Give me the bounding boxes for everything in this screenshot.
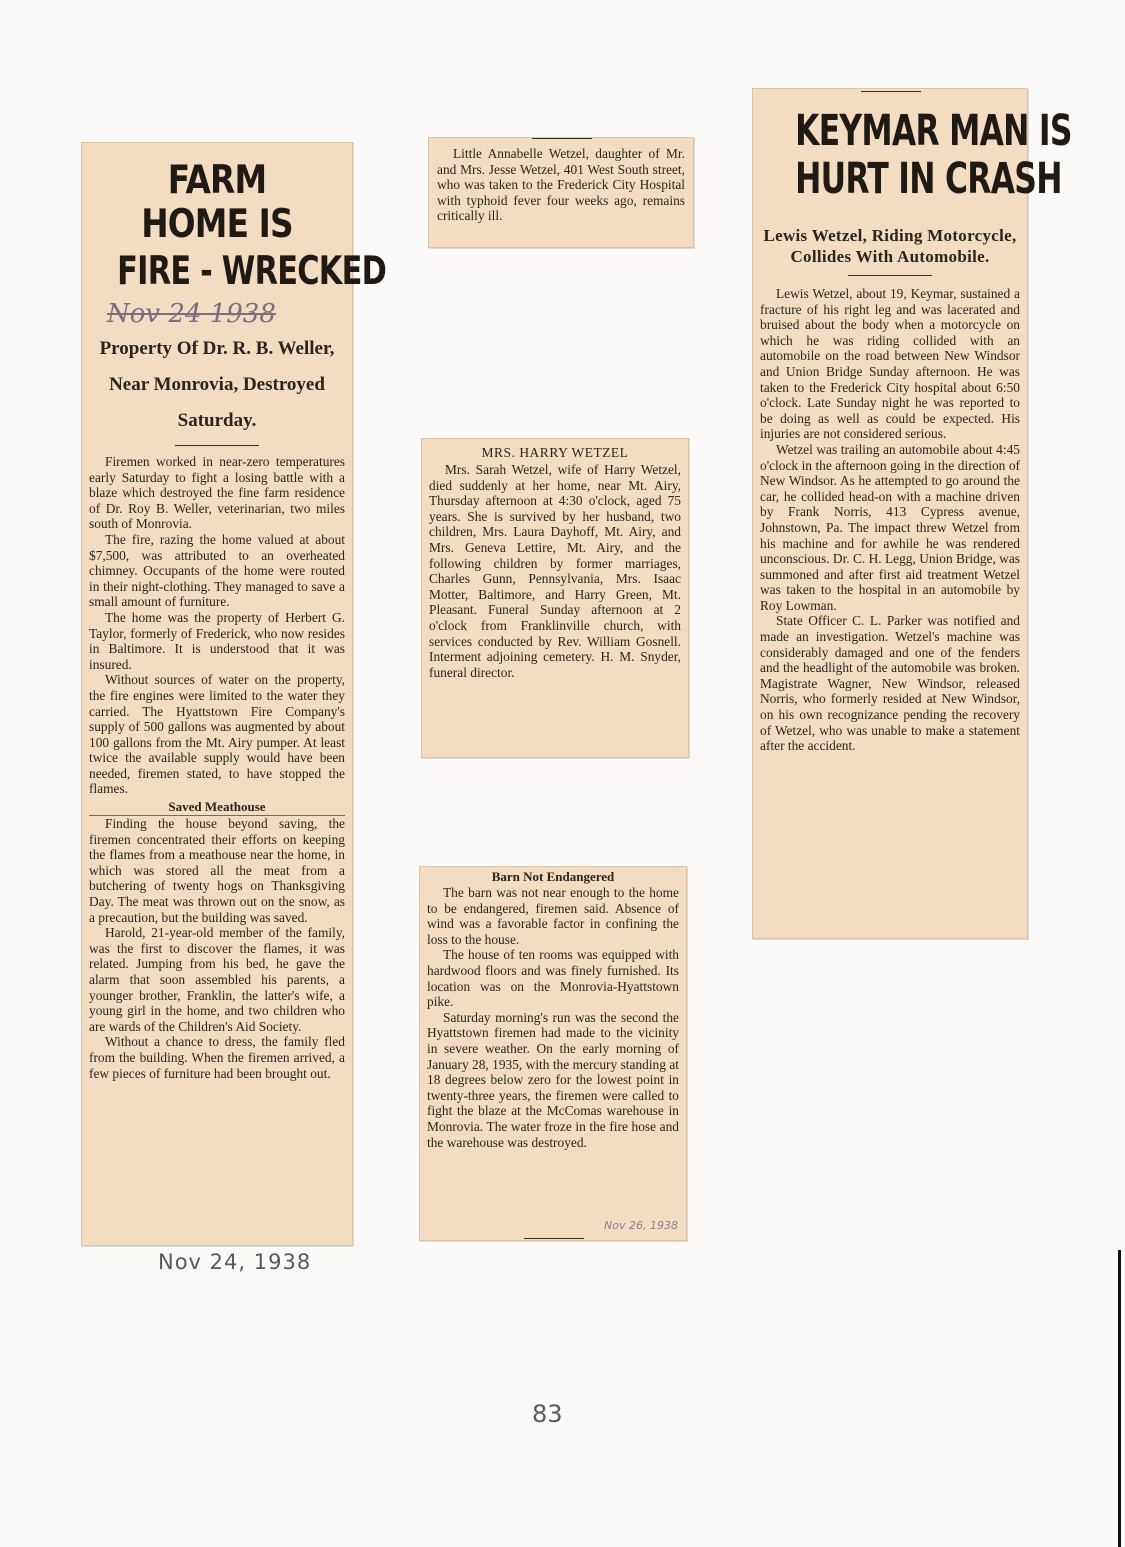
keymar-headline-line-1: KEYMAR MAN IS — [795, 106, 1072, 156]
page-number: 83 — [532, 1400, 563, 1428]
keymar-deck: Lewis Wetzel, Riding Motorcycle, Collides With Automobile. — [763, 226, 1017, 266]
keymar-paragraph: Lewis Wetzel, about 19, Keymar, sustained a fracture of his right leg and was lacerated and bruised about the body when a motorcycle on which he was riding collided with an automobile on the road between New Windsor and Union Bridge Sunday afternoon. He was taken to the Frederick City hospital about 6:50 o'clock. Late Sunday night he was reported to be doing as well as could be expected. His injuries are not considered serious. — [760, 286, 1020, 442]
farm-paragraph: Finding the house beyond saving, the firemen concentrated their efforts on keeping the flames from a meathouse near the home, in which was stored all the meat from a butchering of twenty hogs on Thanksgiving Day. The meat was thrown out on the snow, as a precaution, but the building was saved. — [89, 816, 345, 925]
annabelle-clipping — [428, 137, 694, 248]
farm-paragraph: Harold, 21-year-old member of the family, was the first to discover the flames, it was related. Jumping from his bed, he gave the alarm that soon assembled his parents, a younger brother, Franklin, the latter's wife, a young girl in the home, and two children who are wards of the Children's Aid Society. — [89, 925, 345, 1034]
farm-rule — [175, 445, 259, 446]
barn-body — [427, 885, 679, 1150]
annabelle-paragraph: Little Annabelle Wetzel, daughter of Mr. and Mrs. Jesse Wetzel, 401 West South street, who was taken to the Frederick City Hospital with typhoid fever four weeks ago, remains critically ill. — [437, 146, 685, 224]
barn-paragraph: The house of ten rooms was equipped with hardwood floors and was finely furnished. Its location was on the Monrovia-Hyattstown pike. — [427, 947, 679, 1010]
obituary-clipping — [421, 438, 689, 758]
farm-paragraph: The fire, razing the home valued at about $7,500, was attributed to an overheated chimney. Occupants of the home were routed in their night-clothing. They managed to save a small amount of furniture. — [89, 531, 345, 610]
farm-deck: Property Of Dr. R. B. Weller, Near Monrovia, Destroyed Saturday. — [99, 338, 335, 431]
farm-paragraph: Firemen worked in near-zero temperatures early Saturday to fight a losing battle with a blaze which destroyed the fine farm residence of Dr. Roy B. Weller, veterinarian, two miles south of Monrovia. — [89, 454, 345, 532]
saved-meathouse-subhead: Saved Meathouse — [89, 799, 345, 816]
barn-handwritten-date: Nov 26, 1938 — [604, 1219, 678, 1232]
annabelle-text — [437, 146, 685, 224]
handwritten-date-strikethrough: Nov 24 1938 — [107, 299, 276, 329]
farm-paragraph: Without a chance to dress, the family fled from the building. When the firemen arrived, a few pieces of furniture had been brought out. — [89, 1034, 345, 1081]
farm-headline-line-2: FIRE - WRECKED — [117, 249, 387, 294]
keymar-body — [760, 286, 1020, 754]
keymar-headline-line-2: HURT IN CRASH — [795, 154, 1062, 204]
farm-body-2 — [89, 816, 345, 1081]
annabelle-rule — [532, 138, 592, 139]
obituary-title: MRS. HARRY WETZEL — [481, 445, 629, 460]
obituary-text — [429, 462, 681, 680]
farm-paragraph: Without sources of water on the property, the fire engines were limited to the water they carried. The Hyattstown Fire Company's supply of 500 gallons was augmented by about 100 gallons from the Mt. Airy pumper. At least twice the available supply would have been needed, firemen stated, to have stopped the flames. — [89, 672, 345, 797]
handwritten-date-below: Nov 24, 1938 — [158, 1250, 312, 1274]
farm-body-1 — [89, 454, 345, 797]
farm-headline-line-1: FARM HOME IS — [141, 158, 293, 247]
keymar-clipping — [752, 88, 1072, 939]
farm-paragraph: The home was the property of Herbert G. Taylor, formerly of Frederick, who now resides in Baltimore. It is understood that it was insured. — [89, 609, 345, 672]
obituary-paragraph: Mrs. Sarah Wetzel, wife of Harry Wetzel, died suddenly at her home, near Mt. Airy, Thursday afternoon at 4:30 o'clock, aged 75 years. She is survived by her husband, two children, Mrs. Laura Dayhoff, Mt. Airy, and Mrs. Geneva Lettire, Mt. Airy, and the following children by former marriages, Charles Gunn, Pennsylvania, Mrs. Isaac Motter, Baltimore, and Harry Green, Mt. Pleasant. Funeral Sunday afternoon at 2 o'clock from Franklinville church, with services conducted by Rev. William Gosnell. Interment adjoining cemetery. H. M. Snyder, funeral director. — [429, 462, 681, 680]
barn-clipping — [419, 866, 687, 1241]
keymar-paragraph: Wetzel was trailing an automobile about 4:45 o'clock in the afternoon going in the direction of New Windsor. As he attempted to go around the car, he collided head-on with a machine driven by Frank Norris, 413 Cypress avenue, Johnstown, Pa. The impact threw Wetzel from his machine and for awhile he was rendered unconscious. Dr. C. H. Legg, Union Bridge, was summoned and after first aid treatment Wetzel was taken to the hospital in an automobile by Roy Lowman. — [760, 441, 1020, 613]
keymar-paragraph: State Officer C. L. Parker was notified and made an investigation. Wetzel's machine was considerably damaged and one of the fenders and the headlight of the automobile was broken. Magistrate Wagner, New Windsor, released Norris, who formerly resided at New Windsor, on his own recognizance pending the recovery of Wetzel, who was unable to make a statement after the accident. — [760, 613, 1020, 754]
barn-paragraph: Saturday morning's run was the second the Hyattstown firemen had made to the vicinity in severe weather. On the early morning of January 28, 1935, with the mercury standing at 18 degrees below zero for the lowest point in twenty-three years, the firemen were called to fight the blaze at the McComas warehouse in Monrovia. The water froze in the fire hose and the warehouse was destroyed. — [427, 1009, 679, 1150]
barn-paragraph: The barn was not near enough to the home to be endangered, firemen said. Absence of wind was a favorable factor in confining the loss to the house. — [427, 885, 679, 947]
barn-subhead: Barn Not Endangered — [491, 869, 615, 884]
farm-home-clipping — [81, 142, 387, 1246]
keymar-top-rule — [861, 91, 921, 92]
scan-edge — [1118, 1250, 1121, 1547]
keymar-rule — [848, 275, 932, 276]
barn-rule — [524, 1238, 584, 1239]
